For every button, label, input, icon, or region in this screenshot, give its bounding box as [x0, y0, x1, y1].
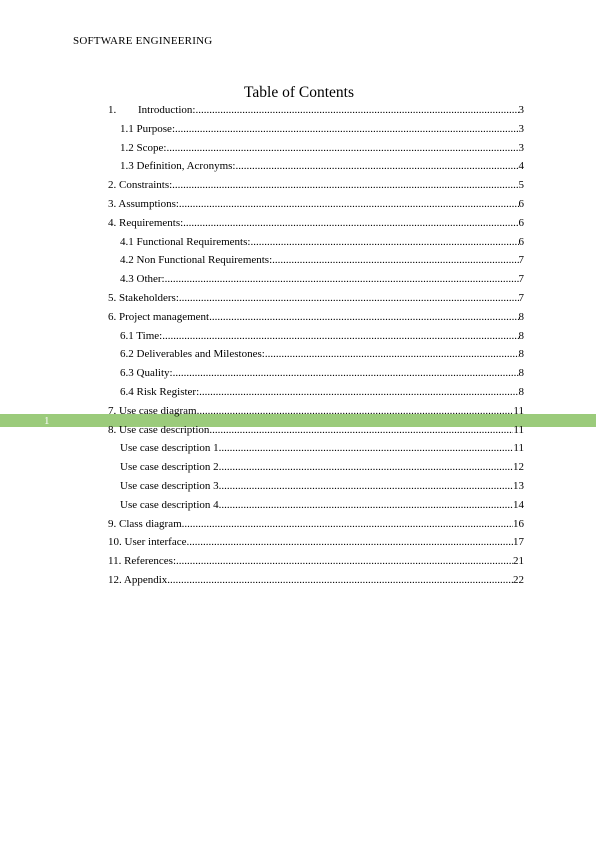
- toc-entry-page: 13: [513, 480, 524, 492]
- toc-entry-page: 22: [513, 574, 524, 586]
- toc-dot-leader: [209, 310, 518, 324]
- toc-entry[interactable]: [120, 347, 524, 361]
- toc-dot-leader: [179, 197, 519, 211]
- toc-entry[interactable]: [120, 272, 524, 286]
- toc-entry-page: 11: [513, 404, 524, 417]
- toc-entry[interactable]: [120, 235, 524, 249]
- toc-entry[interactable]: [120, 385, 524, 399]
- toc-entry-label: 6.2 Deliverables and Milestones:: [120, 348, 265, 361]
- toc-entry-page: 11: [513, 423, 524, 436]
- toc-entry-label: Use case description 1: [120, 442, 219, 455]
- toc-entry[interactable]: [120, 460, 524, 474]
- toc-entry-label: 10. User interface: [108, 536, 187, 549]
- toc-entry-label: 6.3 Quality:: [120, 367, 173, 380]
- toc-entry[interactable]: [108, 310, 524, 324]
- toc-dot-leader: [176, 554, 513, 568]
- toc-entry-page: 8: [518, 310, 524, 323]
- toc-entry-page: 8: [518, 348, 524, 361]
- toc-entry[interactable]: [108, 216, 524, 230]
- toc-entry[interactable]: [108, 554, 524, 568]
- toc-entry-page: 4: [518, 160, 524, 173]
- toc-entry-page: 6: [518, 235, 524, 248]
- toc-entry[interactable]: [120, 329, 524, 343]
- toc-entry-page: 8: [518, 367, 524, 380]
- toc-dot-leader: [236, 159, 519, 173]
- toc-dot-leader: [173, 366, 519, 380]
- toc-entry-label: Introduction:: [138, 104, 196, 116]
- toc-entry-label: 6.1 Time:: [120, 329, 163, 342]
- toc-entry-label: Use case description 2: [120, 461, 219, 474]
- toc-entry-label: 1.3 Definition, Acronyms:: [120, 160, 236, 173]
- page-number: 1: [44, 415, 50, 427]
- toc-entry[interactable]: [120, 122, 524, 136]
- toc-entry[interactable]: [108, 535, 524, 549]
- toc-entry[interactable]: [108, 291, 524, 305]
- toc-dot-leader: [195, 103, 518, 117]
- toc-entry-label: 1.2 Scope:: [120, 141, 167, 154]
- toc-entry-label: 11. References:: [108, 555, 177, 568]
- toc-dot-leader: [265, 347, 519, 361]
- toc-entry-page: 12: [513, 461, 524, 474]
- toc-entry-label: 7. Use case diagram: [108, 404, 197, 417]
- toc-entry-page: 8: [518, 329, 524, 342]
- toc-entry[interactable]: [108, 197, 524, 211]
- toc-entry-page: 6: [518, 198, 524, 210]
- toc-entry-page: 8: [518, 386, 524, 398]
- toc-entry[interactable]: [120, 141, 524, 155]
- toc-entry[interactable]: [120, 253, 524, 267]
- page-title: Table of Contents: [244, 84, 354, 101]
- toc-entry-page: 3: [518, 104, 524, 116]
- toc-entry-label: 4.3 Other:: [120, 273, 165, 286]
- toc-entry-page: 7: [518, 254, 524, 267]
- toc-dot-leader: [272, 253, 518, 267]
- toc-entry[interactable]: [120, 366, 524, 380]
- toc-dot-leader: [172, 178, 518, 192]
- toc-entry[interactable]: [120, 498, 524, 512]
- toc-entry-label: 9. Class diagram: [108, 517, 182, 530]
- running-header: SOFTWARE ENGINEERING: [73, 35, 213, 47]
- toc-entry-label: 2. Constraints:: [108, 179, 173, 192]
- toc-dot-leader: [199, 385, 518, 399]
- toc-entry-label: 4.2 Non Functional Requirements:: [120, 254, 273, 267]
- toc-dot-leader: [179, 291, 519, 305]
- toc-dot-leader: [219, 460, 513, 474]
- toc-entry-page: 3: [518, 141, 524, 154]
- toc-entry-page: 21: [513, 555, 524, 568]
- toc-dot-leader: [162, 329, 518, 343]
- toc-dot-leader: [250, 235, 518, 249]
- toc-dot-leader: [187, 535, 514, 549]
- toc-entry-page: 11: [513, 442, 524, 455]
- toc-entry[interactable]: [108, 103, 524, 117]
- toc-entry[interactable]: [120, 479, 524, 493]
- toc-entry-page: 5: [518, 179, 524, 192]
- toc-entry-page: 7: [518, 273, 524, 286]
- toc-dot-leader: [182, 517, 513, 531]
- toc-entry-label: 1.1 Purpose:: [120, 122, 175, 135]
- toc-dot-leader: [166, 141, 518, 155]
- toc-dot-leader: [197, 404, 514, 418]
- toc-dot-leader: [165, 272, 519, 286]
- toc-entry-page: 6: [518, 216, 524, 229]
- toc-entry-label: 4.1 Functional Requirements:: [120, 235, 251, 248]
- toc-entry[interactable]: [108, 404, 524, 418]
- toc-entry[interactable]: [120, 441, 524, 455]
- toc-entry-label: 6. Project management: [108, 310, 210, 323]
- toc-entry-page: 16: [513, 517, 524, 530]
- toc-entry-page: 17: [513, 536, 524, 549]
- toc-entry[interactable]: [108, 423, 524, 437]
- toc-dot-leader: [183, 216, 518, 230]
- toc-entry-label: 6.4 Risk Register:: [120, 386, 200, 398]
- toc-entry-label: 12. Appendix: [108, 574, 168, 586]
- toc-entry-label: 5. Stakeholders:: [108, 292, 179, 304]
- toc-dot-leader: [175, 122, 519, 136]
- toc-dot-leader: [219, 498, 513, 512]
- toc-entry[interactable]: [120, 159, 524, 173]
- toc-dot-leader: [167, 573, 513, 587]
- toc-entry[interactable]: [108, 573, 524, 587]
- toc-entry-label: 8. Use case description: [108, 423, 210, 436]
- toc-entry-number: 1.: [108, 104, 117, 116]
- toc-entry-page: 14: [513, 498, 524, 511]
- toc-entry[interactable]: [108, 178, 524, 192]
- toc-entry-page: 7: [518, 292, 524, 304]
- toc-entry-label: Use case description 3: [120, 480, 219, 492]
- toc-entry-label: Use case description 4: [120, 498, 219, 511]
- toc-entry[interactable]: [108, 517, 524, 531]
- toc-dot-leader: [209, 423, 513, 437]
- toc-entry-label: 3. Assumptions:: [108, 198, 179, 210]
- toc-entry-page: 3: [518, 122, 524, 135]
- toc-entry-label: 4. Requirements:: [108, 216, 184, 229]
- toc-dot-leader: [219, 441, 514, 455]
- toc-dot-leader: [219, 479, 513, 493]
